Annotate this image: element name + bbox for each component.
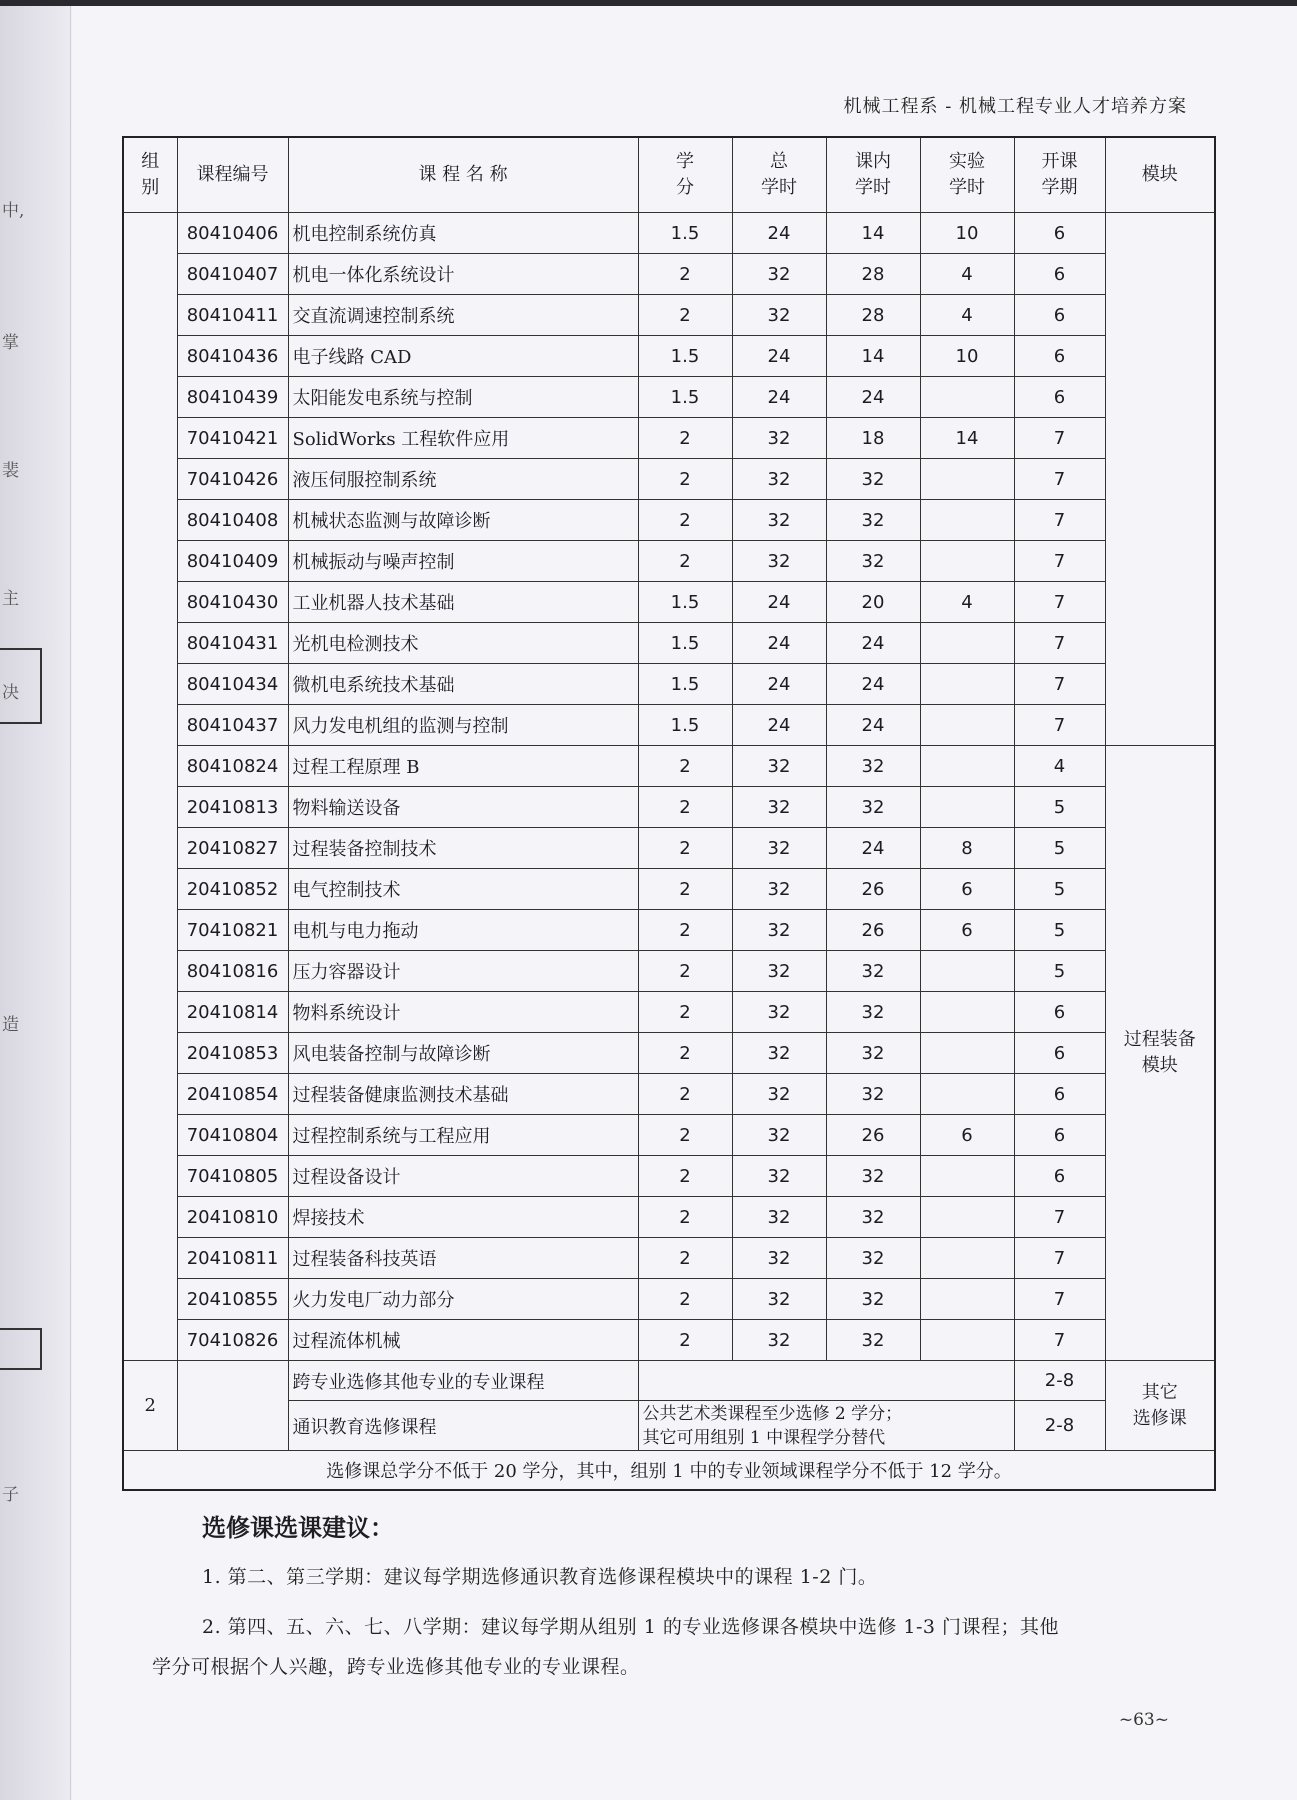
header-group: 组 别	[123, 137, 177, 213]
course-total-hours: 32	[732, 295, 826, 336]
course-semester: 2-8	[1014, 1361, 1105, 1401]
course-name: 太阳能发电系统与控制	[288, 377, 638, 418]
course-lab-hours: 14	[920, 418, 1014, 459]
course-code: 20410852	[177, 869, 288, 910]
course-class-hours: 26	[826, 869, 920, 910]
credit-summary: 选修课总学分不低于 20 学分，其中，组别 1 中的专业领域课程学分不低于 12 学分。	[123, 1451, 1215, 1491]
course-name: 跨专业选修其他专业的专业课程	[288, 1361, 638, 1401]
course-semester: 6	[1014, 1156, 1105, 1197]
course-lab-hours	[920, 1074, 1014, 1115]
course-lab-hours	[920, 664, 1014, 705]
header-name: 课 程 名 称	[288, 137, 638, 213]
course-code: 70410826	[177, 1320, 288, 1361]
course-name: 过程装备控制技术	[288, 828, 638, 869]
page-number: ~63~	[1118, 1710, 1169, 1730]
course-total-hours: 32	[732, 1115, 826, 1156]
advice-item-2-line1: 2. 第四、五、六、七、八学期：建议每学期从组别 1 的专业选修课各模块中选修 1-3 门课程；其他	[202, 1616, 1060, 1638]
course-total-hours: 32	[732, 459, 826, 500]
course-credits: 1.5	[638, 213, 732, 254]
course-lab-hours: 10	[920, 336, 1014, 377]
module-other-electives: 其它 选修课	[1105, 1361, 1215, 1451]
course-code: 80410824	[177, 746, 288, 787]
course-class-hours: 24	[826, 828, 920, 869]
course-lab-hours	[920, 951, 1014, 992]
course-name: 机电控制系统仿真	[288, 213, 638, 254]
course-code: 80410409	[177, 541, 288, 582]
course-total-hours: 24	[732, 377, 826, 418]
blank-cell	[638, 1361, 1014, 1401]
course-class-hours: 14	[826, 213, 920, 254]
course-code: 80410436	[177, 336, 288, 377]
course-total-hours: 32	[732, 992, 826, 1033]
course-code: 70410421	[177, 418, 288, 459]
course-lab-hours	[920, 1279, 1014, 1320]
course-class-hours: 28	[826, 254, 920, 295]
header-module: 模块	[1105, 137, 1215, 213]
course-code: 80410431	[177, 623, 288, 664]
course-semester: 7	[1014, 500, 1105, 541]
course-code: 80410408	[177, 500, 288, 541]
course-total-hours: 32	[732, 1074, 826, 1115]
course-class-hours: 32	[826, 541, 920, 582]
course-lab-hours	[920, 1033, 1014, 1074]
course-name: 风力发电机组的监测与控制	[288, 705, 638, 746]
course-lab-hours	[920, 787, 1014, 828]
course-name: 过程装备健康监测技术基础	[288, 1074, 638, 1115]
course-name: 过程设备设计	[288, 1156, 638, 1197]
header-total-hours: 总 学时	[732, 137, 826, 213]
course-semester: 5	[1014, 910, 1105, 951]
course-credits: 2	[638, 1197, 732, 1238]
course-total-hours: 32	[732, 828, 826, 869]
module-cell-electromech	[1105, 213, 1215, 746]
course-code: 20410810	[177, 1197, 288, 1238]
margin-fragment: 子	[2, 1485, 19, 1505]
course-class-hours: 32	[826, 1320, 920, 1361]
course-semester: 5	[1014, 869, 1105, 910]
course-semester: 6	[1014, 1115, 1105, 1156]
course-name: 交直流调速控制系统	[288, 295, 638, 336]
course-total-hours: 32	[732, 1033, 826, 1074]
course-class-hours: 32	[826, 459, 920, 500]
course-class-hours: 32	[826, 1279, 920, 1320]
course-semester: 6	[1014, 336, 1105, 377]
course-semester: 7	[1014, 459, 1105, 500]
course-code: 80410439	[177, 377, 288, 418]
course-credits: 2	[638, 500, 732, 541]
course-credits: 1.5	[638, 377, 732, 418]
course-semester: 7	[1014, 582, 1105, 623]
course-credits: 2	[638, 787, 732, 828]
course-code: 20410814	[177, 992, 288, 1033]
course-name: 过程工程原理 B	[288, 746, 638, 787]
course-class-hours: 24	[826, 705, 920, 746]
course-credits: 2	[638, 1033, 732, 1074]
course-total-hours: 32	[732, 1279, 826, 1320]
group-1-cell	[123, 213, 177, 1361]
course-credits: 2	[638, 541, 732, 582]
course-class-hours: 24	[826, 623, 920, 664]
margin-fragment: 中,	[2, 201, 25, 221]
course-semester: 5	[1014, 828, 1105, 869]
course-total-hours: 24	[732, 336, 826, 377]
margin-fragment: 造	[2, 1015, 19, 1035]
course-lab-hours	[920, 705, 1014, 746]
course-credits: 2	[638, 254, 732, 295]
course-total-hours: 32	[732, 541, 826, 582]
course-lab-hours	[920, 1238, 1014, 1279]
course-lab-hours: 10	[920, 213, 1014, 254]
course-lab-hours	[920, 1156, 1014, 1197]
course-credits: 2	[638, 418, 732, 459]
elective-note: 公共艺术类课程至少选修 2 学分； 其它可用组别 1 中课程学分替代	[638, 1401, 1014, 1451]
course-class-hours: 24	[826, 377, 920, 418]
course-credits: 2	[638, 828, 732, 869]
course-semester: 7	[1014, 705, 1105, 746]
course-total-hours: 32	[732, 746, 826, 787]
adjacent-page-strip	[0, 6, 71, 1800]
header-lab-hours: 实验 学时	[920, 137, 1014, 213]
course-class-hours: 26	[826, 910, 920, 951]
header-code: 课程编号	[177, 137, 288, 213]
course-lab-hours: 6	[920, 1115, 1014, 1156]
course-credits: 2	[638, 295, 732, 336]
course-name: 机械状态监测与故障诊断	[288, 500, 638, 541]
course-code: 80410437	[177, 705, 288, 746]
course-total-hours: 32	[732, 254, 826, 295]
course-class-hours: 32	[826, 1197, 920, 1238]
course-class-hours: 32	[826, 992, 920, 1033]
margin-box	[0, 1328, 42, 1370]
course-total-hours: 32	[732, 1320, 826, 1361]
course-code: 20410827	[177, 828, 288, 869]
course-credits: 1.5	[638, 623, 732, 664]
course-class-hours: 32	[826, 746, 920, 787]
course-class-hours: 24	[826, 664, 920, 705]
course-semester: 6	[1014, 295, 1105, 336]
course-total-hours: 32	[732, 1197, 826, 1238]
course-name: 机械振动与噪声控制	[288, 541, 638, 582]
course-total-hours: 24	[732, 705, 826, 746]
course-credits: 2	[638, 746, 732, 787]
module-process-equipment: 过程装备 模块	[1105, 746, 1215, 1361]
margin-fragment: 主	[2, 589, 19, 609]
course-code: 80410816	[177, 951, 288, 992]
course-code: 80410407	[177, 254, 288, 295]
course-semester: 7	[1014, 664, 1105, 705]
course-code: 80410406	[177, 213, 288, 254]
course-table	[122, 136, 1216, 1491]
course-total-hours: 32	[732, 951, 826, 992]
course-credits: 2	[638, 1115, 732, 1156]
course-credits: 2	[638, 1156, 732, 1197]
course-code: 70410805	[177, 1156, 288, 1197]
course-name: 微机电系统技术基础	[288, 664, 638, 705]
course-name: 物料输送设备	[288, 787, 638, 828]
course-credits: 2	[638, 1279, 732, 1320]
course-name: 过程流体机械	[288, 1320, 638, 1361]
course-code: 80410411	[177, 295, 288, 336]
advice-item-2-line2: 学分可根据个人兴趣，跨专业选修其他专业的专业课程。	[152, 1656, 640, 1678]
course-class-hours: 26	[826, 1115, 920, 1156]
course-total-hours: 32	[732, 869, 826, 910]
course-lab-hours	[920, 1320, 1014, 1361]
course-total-hours: 24	[732, 664, 826, 705]
course-class-hours: 32	[826, 951, 920, 992]
course-credits: 2	[638, 869, 732, 910]
course-semester: 7	[1014, 623, 1105, 664]
course-lab-hours	[920, 541, 1014, 582]
course-name: 压力容器设计	[288, 951, 638, 992]
course-code: 70410821	[177, 910, 288, 951]
course-name: 机电一体化系统设计	[288, 254, 638, 295]
header-credits: 学 分	[638, 137, 732, 213]
course-lab-hours: 4	[920, 254, 1014, 295]
course-code: 70410804	[177, 1115, 288, 1156]
advice-item-1: 1. 第二、第三学期：建议每学期选修通识教育选修课程模块中的课程 1-2 门。	[202, 1566, 878, 1588]
course-name: 通识教育选修课程	[288, 1401, 638, 1451]
course-name: 工业机器人技术基础	[288, 582, 638, 623]
course-class-hours: 32	[826, 1238, 920, 1279]
course-name: SolidWorks 工程软件应用	[288, 418, 638, 459]
course-class-hours: 32	[826, 500, 920, 541]
course-code: 20410811	[177, 1238, 288, 1279]
course-semester: 6	[1014, 992, 1105, 1033]
course-class-hours: 32	[826, 1033, 920, 1074]
course-code: 20410853	[177, 1033, 288, 1074]
course-credits: 2	[638, 1238, 732, 1279]
page-header: 机械工程系 - 机械工程专业人才培养方案	[843, 96, 1187, 117]
course-lab-hours: 6	[920, 910, 1014, 951]
course-lab-hours	[920, 459, 1014, 500]
course-credits: 1.5	[638, 705, 732, 746]
course-name: 火力发电厂动力部分	[288, 1279, 638, 1320]
course-total-hours: 32	[732, 418, 826, 459]
course-total-hours: 32	[732, 500, 826, 541]
course-name: 电气控制技术	[288, 869, 638, 910]
course-name: 焊接技术	[288, 1197, 638, 1238]
course-name: 物料系统设计	[288, 992, 638, 1033]
header-semester: 开课 学期	[1014, 137, 1105, 213]
course-class-hours: 20	[826, 582, 920, 623]
course-semester: 6	[1014, 1033, 1105, 1074]
course-semester: 7	[1014, 541, 1105, 582]
course-name: 光机电检测技术	[288, 623, 638, 664]
course-credits: 1.5	[638, 336, 732, 377]
course-credits: 2	[638, 910, 732, 951]
course-name: 过程装备科技英语	[288, 1238, 638, 1279]
margin-fragment: 决	[2, 683, 19, 703]
course-code: 80410430	[177, 582, 288, 623]
course-credits: 2	[638, 459, 732, 500]
course-semester: 6	[1014, 1074, 1105, 1115]
course-semester: 6	[1014, 254, 1105, 295]
course-class-hours: 14	[826, 336, 920, 377]
course-semester: 7	[1014, 418, 1105, 459]
course-semester: 2-8	[1014, 1401, 1105, 1451]
course-credits: 2	[638, 951, 732, 992]
course-total-hours: 32	[732, 1238, 826, 1279]
advice-title: 选修课选课建议：	[202, 1514, 394, 1542]
course-lab-hours: 6	[920, 869, 1014, 910]
course-class-hours: 28	[826, 295, 920, 336]
course-class-hours: 18	[826, 418, 920, 459]
course-code: 20410854	[177, 1074, 288, 1115]
group-2-cell: 2	[123, 1361, 177, 1451]
course-semester: 6	[1014, 377, 1105, 418]
course-total-hours: 32	[732, 1156, 826, 1197]
course-credits: 1.5	[638, 582, 732, 623]
course-lab-hours: 8	[920, 828, 1014, 869]
course-semester: 7	[1014, 1238, 1105, 1279]
group-2-code-blank	[177, 1361, 288, 1451]
course-name: 过程控制系统与工程应用	[288, 1115, 638, 1156]
course-semester: 5	[1014, 787, 1105, 828]
course-total-hours: 24	[732, 623, 826, 664]
course-lab-hours	[920, 500, 1014, 541]
course-name: 液压伺服控制系统	[288, 459, 638, 500]
course-lab-hours	[920, 377, 1014, 418]
course-total-hours: 32	[732, 787, 826, 828]
course-total-hours: 24	[732, 582, 826, 623]
course-credits: 1.5	[638, 664, 732, 705]
course-name: 电机与电力拖动	[288, 910, 638, 951]
course-lab-hours: 4	[920, 295, 1014, 336]
margin-fragment: 掌	[2, 333, 19, 353]
margin-fragment: 裴	[2, 461, 19, 481]
header-class-hours: 课内 学时	[826, 137, 920, 213]
course-credits: 2	[638, 992, 732, 1033]
course-code: 80410434	[177, 664, 288, 705]
course-semester: 7	[1014, 1197, 1105, 1238]
course-credits: 2	[638, 1074, 732, 1115]
course-class-hours: 32	[826, 1156, 920, 1197]
course-semester: 7	[1014, 1320, 1105, 1361]
course-code: 70410426	[177, 459, 288, 500]
course-lab-hours	[920, 992, 1014, 1033]
course-lab-hours: 4	[920, 582, 1014, 623]
course-class-hours: 32	[826, 787, 920, 828]
course-credits: 2	[638, 1320, 732, 1361]
course-class-hours: 32	[826, 1074, 920, 1115]
course-name: 电子线路 CAD	[288, 336, 638, 377]
course-semester: 6	[1014, 213, 1105, 254]
course-lab-hours	[920, 746, 1014, 787]
course-total-hours: 32	[732, 910, 826, 951]
course-lab-hours	[920, 1197, 1014, 1238]
course-code: 20410813	[177, 787, 288, 828]
course-semester: 7	[1014, 1279, 1105, 1320]
course-semester: 4	[1014, 746, 1105, 787]
course-lab-hours	[920, 623, 1014, 664]
course-total-hours: 24	[732, 213, 826, 254]
course-code: 20410855	[177, 1279, 288, 1320]
course-name: 风电装备控制与故障诊断	[288, 1033, 638, 1074]
course-semester: 5	[1014, 951, 1105, 992]
